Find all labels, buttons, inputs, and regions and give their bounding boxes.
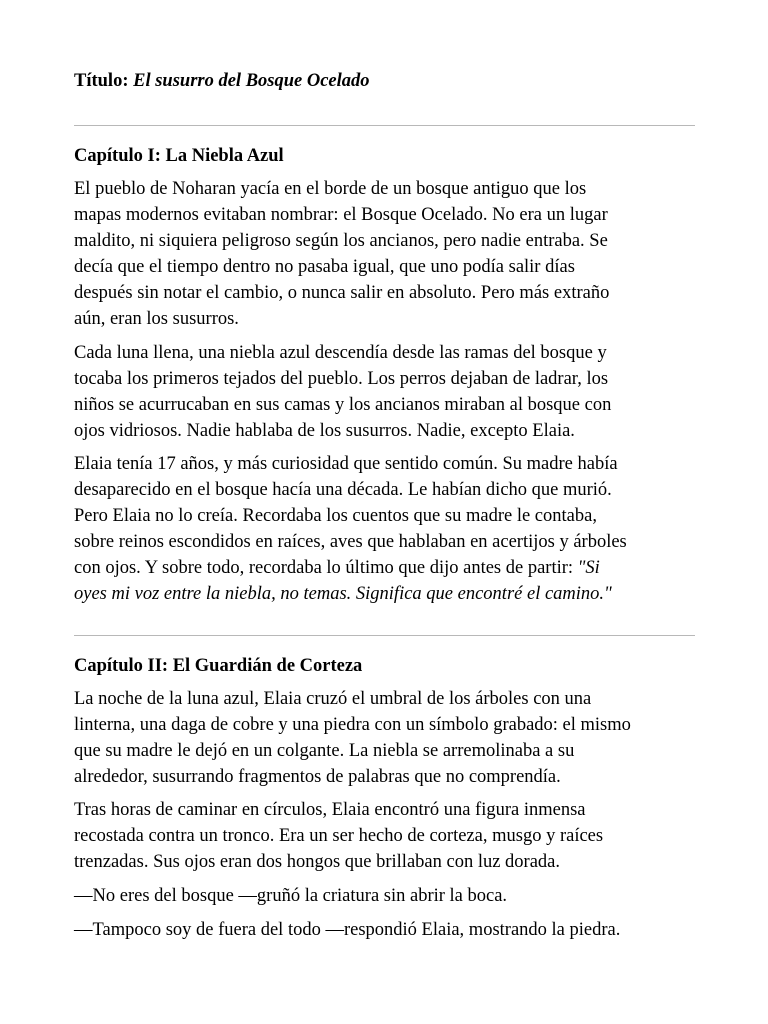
text-segment: con ojos. Y sobre todo, recordaba lo último que dijo antes de partir: [74,558,578,578]
text-line: La noche de la luna azul, Elaia cruzó el umbral de los árboles con una [74,689,592,709]
text-line: Pero Elaia no lo creía. Recordaba los cuentos que su madre le contaba, [74,506,597,526]
text-line: sobre reinos escondidos en raíces, aves que hablaban en acertijos y árboles [74,532,627,552]
text-line: ojos vidriosos. Nadie hablaba de los susurros. Nadie, excepto Elaia. [74,421,575,441]
text-line: tocaba los primeros tejados del pueblo. Los perros dejaban de ladrar, los [74,369,609,389]
text-line: El pueblo de Noharan yacía en el borde de un bosque antiguo que los [74,179,587,199]
text-line: —Tampoco soy de fuera del todo —respondió Elaia, mostrando la piedra. [74,920,621,940]
chapter-2-paragraph-2 [74,797,702,875]
chapter-1-paragraph-3 [74,451,702,607]
quote-text: "Si [577,558,600,578]
text-line: Cada luna llena, una niebla azul descendía desde las ramas del bosque y [74,343,607,363]
chapter-2-heading: Capítulo II: El Guardián de Corteza [74,656,363,676]
section-divider-2 [74,635,695,636]
text-line: desaparecido en el bosque hacía una década. Le habían dicho que murió. [74,480,612,500]
chapter-1-heading: Capítulo I: La Niebla Azul [74,146,284,166]
text-line: Elaia tenía 17 años, y más curiosidad que sentido común. Su madre había [74,454,618,474]
text-line: trenzadas. Sus ojos eran dos hongos que brillaban con luz dorada. [74,852,561,872]
text-line: —No eres del bosque —gruñó la criatura sin abrir la boca. [74,886,508,906]
text-line [74,581,702,607]
text-line: mapas modernos evitaban nombrar: el Bosque Ocelado. No era un lugar [74,205,608,225]
text-line [74,555,702,581]
text-line: linterna, una daga de cobre y una piedra con un símbolo grabado: el mismo [74,715,631,735]
text-line: alrededor, susurrando fragmentos de palabras que no comprendía. [74,767,561,787]
section-divider-1 [74,125,695,126]
text-line: niños se acurrucaban en sus camas y los ancianos miraban al bosque con [74,395,612,415]
text-line: que su madre le dejó en un colgante. La niebla se arremolinaba a su [74,741,575,761]
quote-text: oyes mi voz entre la niebla, no temas. Significa que encontré el camino." [74,584,612,604]
title-text: El susurro del Bosque Ocelado [133,71,370,91]
text-line: aún, eran los susurros. [74,309,239,329]
chapter-2-dialogue-2 [74,917,702,943]
title-label: Título: [74,71,129,91]
chapter-2-dialogue-1 [74,883,702,909]
text-line: después sin notar el cambio, o nunca salir en absoluto. Pero más extraño [74,283,610,303]
chapter-1-paragraph-2 [74,340,702,444]
text-line: maldito, ni siquiera peligroso según los ancianos, pero nadie entraba. Se [74,231,608,251]
chapter-2-paragraph-1 [74,686,702,790]
text-line: recostada contra un tronco. Era un ser hecho de corteza, musgo y raíces [74,826,604,846]
text-line: Tras horas de caminar en círculos, Elaia encontró una figura inmensa [74,800,586,820]
text-line: decía que el tiempo dentro no pasaba igual, que uno podía salir días [74,257,575,277]
chapter-1-paragraph-1 [74,176,702,332]
document-title [74,68,370,94]
